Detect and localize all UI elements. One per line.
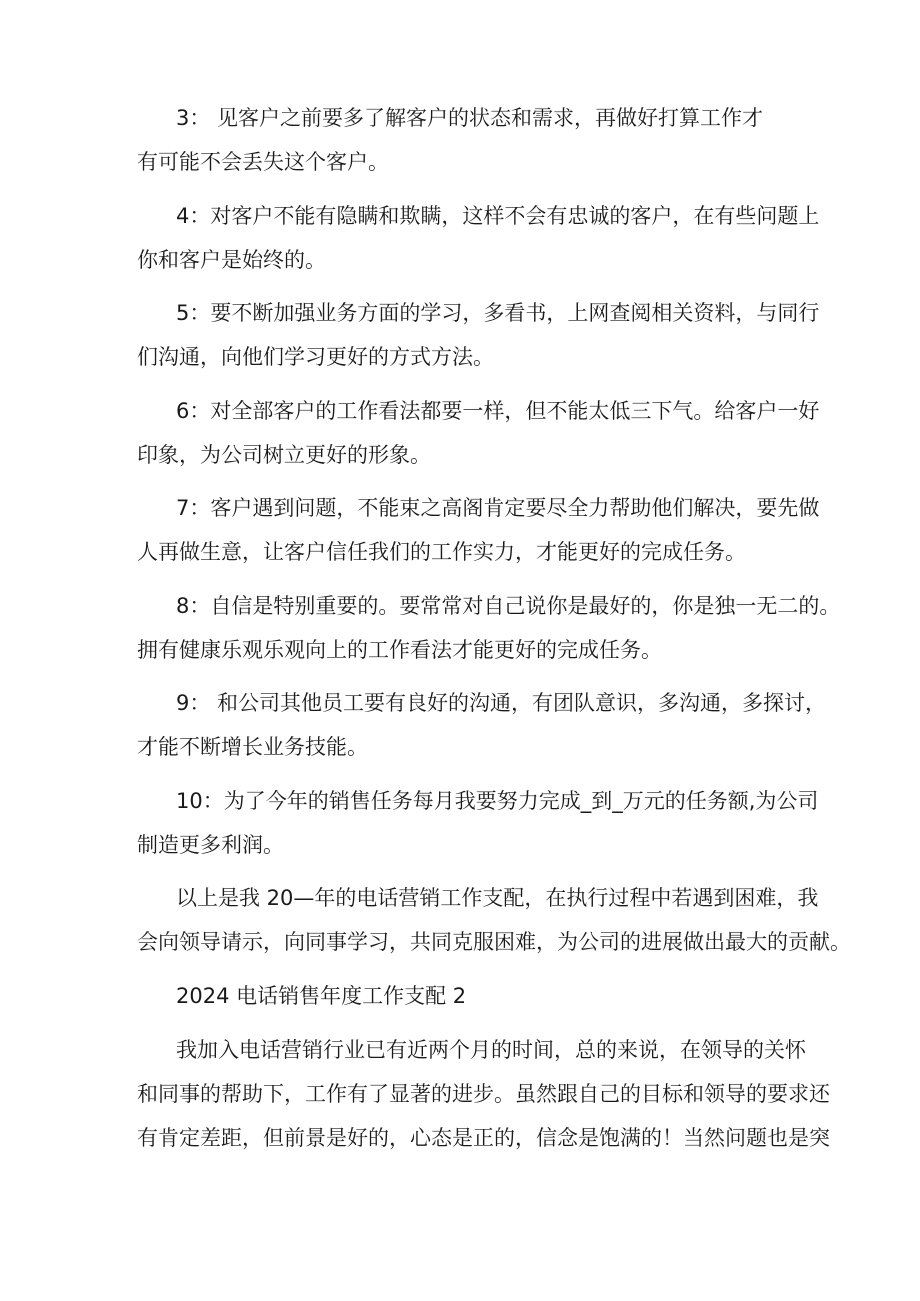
item-6-line-1: 6：对全部客户的工作看法都要一样，但不能太低三下气。给客户一好 bbox=[176, 399, 820, 423]
item-3-line-2: 有可能不会丢失这个客户。 bbox=[137, 150, 389, 174]
item-8-line-1: 8：自信是特别重要的。要常常对自己说你是最好的，你是独一无二的。 bbox=[176, 594, 841, 618]
item-9-line-1: 9： 和公司其他员工要有良好的沟通，有团队意识，多沟通，多探讨， bbox=[176, 691, 827, 715]
item-4-line-1: 4：对客户不能有隐瞒和欺瞒，这样不会有忠诚的客户，在有些问题上 bbox=[176, 204, 820, 228]
intro-paragraph-line-1: 我加入电话营销行业已有近两个月的时间，总的来说，在领导的关怀 bbox=[176, 1038, 806, 1062]
item-5-line-1: 5：要不断加强业务方面的学习，多看书，上网查阅相关资料，与同行 bbox=[176, 301, 820, 325]
intro-paragraph-line-2: 和同事的帮助下，工作有了显著的进步。虽然跟自己的目标和领导的要求还 bbox=[137, 1082, 830, 1106]
item-10-line-1: 10：为了今年的销售任务每月我要努力完成_到_万元的任务额,为公司 bbox=[176, 789, 819, 813]
item-10-line-2: 制造更多利润。 bbox=[137, 833, 284, 857]
section-heading: 2024 电话销售年度工作支配 2 bbox=[176, 984, 467, 1008]
item-9-line-2: 才能不断增长业务技能。 bbox=[137, 735, 368, 759]
item-4-line-2: 你和客户是始终的。 bbox=[137, 248, 326, 272]
item-6-line-2: 印象，为公司树立更好的形象。 bbox=[137, 443, 431, 467]
summary-paragraph-line-2: 会向领导请示，向同事学习，共同克服困难，为公司的进展做出最大的贡献。 bbox=[137, 930, 851, 954]
item-3-line-1: 3： 见客户之前要多了解客户的状态和需求，再做好打算工作才 bbox=[176, 106, 764, 130]
intro-paragraph-line-3: 有肯定差距，但前景是好的，心态是正的，信念是饱满的！当然问题也是突 bbox=[137, 1126, 830, 1150]
item-7-line-1: 7：客户遇到问题，不能束之高阁肯定要尽全力帮助他们解决，要先做 bbox=[176, 496, 820, 520]
summary-paragraph-line-1: 以上是我 20—年的电话营销工作支配，在执行过程中若遇到困难，我 bbox=[176, 886, 819, 910]
item-5-line-2: 们沟通，向他们学习更好的方式方法。 bbox=[137, 345, 494, 369]
item-8-line-2: 拥有健康乐观乐观向上的工作看法才能更好的完成任务。 bbox=[137, 638, 662, 662]
item-7-line-2: 人再做生意，让客户信任我们的工作实力，才能更好的完成任务。 bbox=[137, 540, 746, 564]
